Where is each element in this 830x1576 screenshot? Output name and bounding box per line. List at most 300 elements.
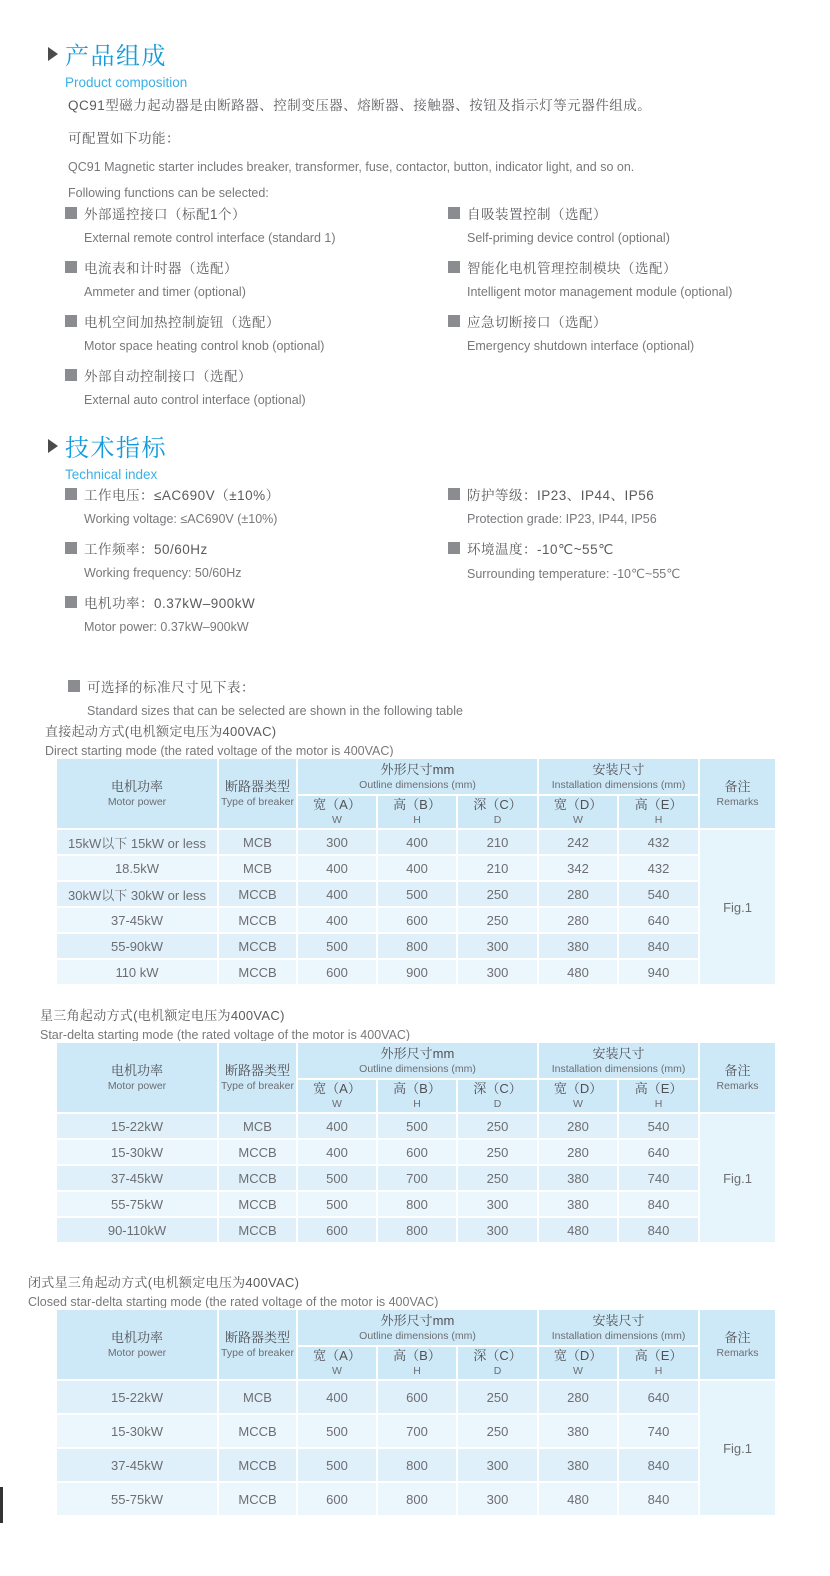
header-label-en: H	[413, 1098, 421, 1110]
note-en: Standard sizes that can be selected are shown in the following table	[87, 704, 463, 718]
col-sub-dimension	[618, 795, 699, 829]
header-label-en: D	[493, 1365, 502, 1377]
size-cell: 400	[297, 1113, 377, 1139]
col-sub-dimension	[618, 1346, 699, 1380]
size-cell: 380	[538, 1414, 618, 1448]
size-cell: 600	[297, 1217, 377, 1243]
header-label-en: Motor power	[107, 1346, 167, 1359]
col-remarks	[699, 1309, 776, 1380]
motor-power-cell: 55-90kW	[56, 933, 218, 959]
section-title-zh: 产品组成	[65, 43, 167, 70]
header-label-zh: 外形尺寸mm	[380, 1045, 455, 1061]
header-label-en: W	[573, 1365, 583, 1377]
triangle-bullet-icon	[48, 47, 58, 61]
header-label-en: W	[573, 814, 583, 826]
intro-zh-1: QC91型磁力起动器是由断路器、控制变压器、熔断器、接触器、按钮及指示灯等元器件组成。	[68, 98, 652, 113]
size-cell: 800	[377, 1448, 457, 1482]
table-row	[56, 1217, 776, 1243]
square-bullet-icon	[65, 542, 77, 554]
list-item	[65, 203, 425, 245]
size-cell: 400	[377, 855, 457, 881]
table-row	[56, 959, 776, 985]
size-cell: MCCB	[218, 1448, 297, 1482]
header-label-zh: 高（E）	[634, 1348, 683, 1364]
size-cell: 380	[538, 933, 618, 959]
size-cell: 400	[297, 881, 377, 907]
remark-cell: Fig.1	[699, 829, 776, 985]
col-sub-dimension	[377, 1346, 457, 1380]
size-cell: 800	[377, 933, 457, 959]
size-cell: 600	[297, 1482, 377, 1516]
size-cell: 540	[618, 881, 699, 907]
caption-en: Direct starting mode (the rated voltage of the motor is 400VAC)	[45, 744, 394, 758]
size-cell: 840	[618, 1448, 699, 1482]
list-item	[448, 484, 818, 526]
size-cell: 400	[377, 829, 457, 855]
header-label-en: Type of breaker	[221, 1079, 294, 1092]
size-cell: 250	[457, 1414, 538, 1448]
size-cell: 280	[538, 881, 618, 907]
size-cell: 800	[377, 1191, 457, 1217]
col-group-installation-dimensions	[538, 1042, 699, 1079]
square-bullet-icon	[65, 596, 77, 608]
size-cell: 280	[538, 1380, 618, 1414]
item-label-en: Intelligent motor management module (optional)	[467, 285, 733, 299]
size-cell: 540	[618, 1113, 699, 1139]
col-sub-dimension	[538, 795, 618, 829]
size-cell: MCB	[218, 1113, 297, 1139]
header-label-en: H	[654, 1365, 663, 1377]
size-cell: 640	[618, 907, 699, 933]
caption-zh: 星三角起动方式(电机额定电压为400VAC)	[40, 1008, 285, 1023]
size-cell: 242	[538, 829, 618, 855]
item-label-en: Motor space heating control knob (optional)	[84, 339, 325, 353]
header-label-en: Installation dimensions (mm)	[551, 1062, 686, 1075]
header-label-en: H	[413, 814, 421, 826]
size-cell: 500	[297, 1165, 377, 1191]
header-label-zh: 高（E）	[634, 797, 683, 813]
list-item	[65, 592, 425, 634]
size-table-2	[55, 1041, 777, 1244]
header-label-zh: 深（C）	[473, 1348, 522, 1364]
intro-paragraphs	[68, 94, 651, 212]
header-label-en: W	[332, 1098, 342, 1110]
col-breaker-type	[218, 1042, 297, 1113]
header-label-zh: 深（C）	[473, 1081, 522, 1097]
caption-zh: 闭式星三角起动方式(电机额定电压为400VAC)	[28, 1275, 300, 1290]
size-cell: 250	[457, 907, 538, 933]
caption-en: Closed star-delta starting mode (the rated voltage of the motor is 400VAC)	[28, 1295, 439, 1309]
list-item	[448, 538, 818, 581]
size-cell: 300	[457, 1191, 538, 1217]
col-remarks	[699, 1042, 776, 1113]
table-row	[56, 1191, 776, 1217]
size-cell: 400	[297, 907, 377, 933]
table-row	[56, 1113, 776, 1139]
size-cell: MCCB	[218, 1482, 297, 1516]
size-cell: 500	[377, 1113, 457, 1139]
intro-zh-2: 可配置如下功能：	[68, 131, 180, 146]
col-sub-dimension	[457, 1346, 538, 1380]
size-cell: 300	[457, 1482, 538, 1516]
table-row	[56, 1448, 776, 1482]
item-label-zh: 外部自动控制接口（选配）	[84, 369, 252, 384]
size-cell: 280	[538, 1139, 618, 1165]
table-2-star-delta	[55, 1041, 777, 1244]
intro-en-2: Following functions can be selected:	[68, 186, 269, 200]
header-label-en: W	[573, 1098, 583, 1110]
col-sub-dimension	[457, 1079, 538, 1113]
feature-list-left	[65, 203, 425, 419]
header-label-zh: 宽（D）	[553, 1081, 603, 1097]
section-technical-index	[48, 428, 167, 482]
remark-cell: Fig.1	[699, 1380, 776, 1516]
size-cell: 940	[618, 959, 699, 985]
header-label-en: W	[332, 814, 342, 826]
size-cell: 840	[618, 1191, 699, 1217]
col-group-outline-dimensions	[297, 1309, 538, 1346]
header-label-en: Type of breaker	[221, 1346, 294, 1359]
item-label-en: Ammeter and timer (optional)	[84, 285, 246, 299]
item-label-zh: 应急切断接口（选配）	[467, 315, 607, 330]
table-row	[56, 933, 776, 959]
header-label-en: Outline dimensions (mm)	[359, 1062, 476, 1075]
motor-power-cell: 110 kW	[56, 959, 218, 985]
square-bullet-icon	[65, 315, 77, 327]
col-breaker-type	[218, 758, 297, 829]
size-cell: 250	[457, 1139, 538, 1165]
col-sub-dimension	[377, 1079, 457, 1113]
motor-power-cell: 15-22kW	[56, 1113, 218, 1139]
size-cell: 400	[297, 1380, 377, 1414]
list-item	[448, 203, 808, 245]
size-cell: 600	[377, 1380, 457, 1414]
header-label-zh: 安装尺寸	[592, 761, 645, 777]
size-cell: 300	[457, 959, 538, 985]
col-sub-dimension	[457, 795, 538, 829]
table-row	[56, 855, 776, 881]
size-cell: 600	[377, 1139, 457, 1165]
col-motor-power	[56, 1042, 218, 1113]
size-cell: MCB	[218, 1380, 297, 1414]
section-title-en: Technical index	[65, 467, 158, 482]
size-cell: 380	[538, 1448, 618, 1482]
motor-power-cell: 18.5kW	[56, 855, 218, 881]
table-row	[56, 829, 776, 855]
size-cell: 280	[538, 907, 618, 933]
size-cell: 300	[457, 933, 538, 959]
motor-power-cell: 15-22kW	[56, 1380, 218, 1414]
motor-power-cell: 90-110kW	[56, 1217, 218, 1243]
item-label-zh: 自吸装置控制（选配）	[467, 207, 607, 222]
size-cell: 500	[297, 1191, 377, 1217]
header-label-en: D	[493, 1098, 502, 1110]
size-cell: MCCB	[218, 1414, 297, 1448]
header-label-en: W	[332, 1365, 342, 1377]
list-item	[65, 365, 425, 407]
list-item	[65, 311, 425, 353]
remark-cell: Fig.1	[699, 1113, 776, 1243]
size-cell: MCCB	[218, 907, 297, 933]
size-cell: 432	[618, 829, 699, 855]
header-label-zh: 高（B）	[393, 797, 441, 813]
section-title-en: Product composition	[65, 75, 188, 90]
header-label-en: Motor power	[107, 795, 167, 808]
item-label-en: Motor power: 0.37kW–900kW	[84, 620, 249, 634]
size-cell: 400	[297, 1139, 377, 1165]
size-cell: 840	[618, 933, 699, 959]
square-bullet-icon	[65, 369, 77, 381]
list-item	[65, 484, 425, 526]
col-sub-dimension	[538, 1079, 618, 1113]
section-title-zh: 技术指标	[65, 435, 167, 462]
size-cell: 300	[297, 829, 377, 855]
item-label-en: Protection grade: IP23, IP44, IP56	[467, 512, 657, 526]
header-label-zh: 断路器类型	[224, 1062, 290, 1078]
header-label-en: H	[654, 1098, 663, 1110]
motor-power-cell: 37-45kW	[56, 907, 218, 933]
size-cell: MCCB	[218, 881, 297, 907]
section-product-composition	[48, 36, 187, 90]
header-label-zh: 外形尺寸mm	[380, 1312, 455, 1328]
square-bullet-icon	[65, 488, 77, 500]
size-cell: 700	[377, 1165, 457, 1191]
header-label-zh: 深（C）	[473, 797, 522, 813]
square-bullet-icon	[448, 207, 460, 219]
header-label-en: Outline dimensions (mm)	[359, 778, 476, 791]
header-label-en: H	[413, 1365, 421, 1377]
size-cell: 640	[618, 1380, 699, 1414]
item-label-en: Self-priming device control (optional)	[467, 231, 670, 245]
table-row	[56, 1380, 776, 1414]
header-label-zh: 安装尺寸	[592, 1045, 645, 1061]
header-label-en: Type of breaker	[221, 795, 294, 808]
size-cell: 250	[457, 1113, 538, 1139]
feature-list-right	[448, 203, 808, 365]
size-cell: 600	[377, 907, 457, 933]
size-cell: MCCB	[218, 933, 297, 959]
item-label-en: Working voltage: ≤AC690V (±10%)	[84, 512, 278, 526]
size-cell: 210	[457, 855, 538, 881]
col-sub-dimension	[297, 795, 377, 829]
header-label-zh: 宽（A）	[313, 1348, 361, 1364]
size-cell: 300	[457, 1217, 538, 1243]
item-label-en: Working frequency: 50/60Hz	[84, 566, 242, 580]
table-2-caption	[40, 1005, 410, 1042]
col-sub-dimension	[618, 1079, 699, 1113]
table-row	[56, 1482, 776, 1516]
size-cell: 480	[538, 1482, 618, 1516]
col-sub-dimension	[538, 1346, 618, 1380]
size-cell: MCCB	[218, 1165, 297, 1191]
size-cell: 900	[377, 959, 457, 985]
item-label-en: Emergency shutdown interface (optional)	[467, 339, 695, 353]
size-cell: 342	[538, 855, 618, 881]
header-label-zh: 备注	[724, 778, 751, 794]
square-bullet-icon	[65, 261, 77, 273]
size-cell: 210	[457, 829, 538, 855]
size-cell: 400	[297, 855, 377, 881]
header-label-en: Remarks	[716, 1079, 759, 1092]
size-cell: MCB	[218, 829, 297, 855]
table-row	[56, 1414, 776, 1448]
header-label-en: Installation dimensions (mm)	[551, 778, 686, 791]
header-label-en: H	[654, 814, 663, 826]
header-label-en: Motor power	[107, 1079, 167, 1092]
list-item	[448, 311, 808, 353]
table-3-closed-star-delta	[55, 1308, 777, 1517]
header-label-zh: 备注	[724, 1062, 751, 1078]
size-cell: 640	[618, 1139, 699, 1165]
header-label-en: Installation dimensions (mm)	[551, 1329, 686, 1342]
motor-power-cell: 15-30kW	[56, 1414, 218, 1448]
size-cell: 380	[538, 1191, 618, 1217]
list-item	[65, 538, 425, 580]
col-group-installation-dimensions	[538, 758, 699, 795]
header-row-groups	[56, 1309, 776, 1346]
item-label-zh: 环境温度：-10℃~55℃	[467, 542, 614, 557]
list-item	[448, 257, 808, 299]
col-breaker-type	[218, 1309, 297, 1380]
col-sub-dimension	[297, 1079, 377, 1113]
header-label-zh: 断路器类型	[224, 778, 290, 794]
header-label-zh: 安装尺寸	[592, 1312, 645, 1328]
item-label-zh: 电机空间加热控制旋钮（选配）	[84, 315, 280, 330]
item-label-zh: 工作电压：≤AC690V（±10%）	[84, 488, 280, 503]
header-label-zh: 外形尺寸mm	[380, 761, 455, 777]
header-label-zh: 宽（A）	[313, 1081, 361, 1097]
size-cell: 840	[618, 1482, 699, 1516]
size-cell: MCB	[218, 855, 297, 881]
size-cell: 380	[538, 1165, 618, 1191]
square-bullet-icon	[448, 542, 460, 554]
table-3-caption	[28, 1272, 438, 1309]
intro-en-1: QC91 Magnetic starter includes breaker, transformer, fuse, contactor, button, indicator light, and so on.	[68, 160, 635, 174]
list-item	[65, 257, 425, 299]
item-label-zh: 电流表和计时器（选配）	[84, 261, 238, 276]
size-cell: 250	[457, 881, 538, 907]
item-label-zh: 防护等级：IP23、IP44、IP56	[467, 488, 655, 503]
size-cell: 250	[457, 1165, 538, 1191]
size-cell: MCCB	[218, 1191, 297, 1217]
item-label-zh: 工作频率：50/60Hz	[84, 542, 208, 557]
caption-en: Star-delta starting mode (the rated voltage of the motor is 400VAC)	[40, 1028, 411, 1042]
motor-power-cell: 37-45kW	[56, 1165, 218, 1191]
header-label-zh: 电机功率	[110, 1329, 163, 1345]
header-label-zh: 断路器类型	[224, 1329, 290, 1345]
table-row	[56, 1139, 776, 1165]
col-motor-power	[56, 1309, 218, 1380]
scan-edge-artifact	[0, 1487, 3, 1523]
item-label-zh: 电机功率：0.37kW–900kW	[84, 596, 256, 611]
col-group-outline-dimensions	[297, 758, 538, 795]
square-bullet-icon	[448, 315, 460, 327]
item-label-zh: 智能化电机管理控制模块（选配）	[467, 261, 677, 276]
item-label-en: Surrounding temperature: -10℃~55℃	[467, 567, 681, 581]
header-label-en: D	[493, 814, 502, 826]
header-label-en: Outline dimensions (mm)	[359, 1329, 476, 1342]
item-label-en: External remote control interface (standard 1)	[84, 231, 336, 245]
header-row-groups	[56, 758, 776, 795]
table-row	[56, 881, 776, 907]
tech-list-left	[65, 484, 425, 646]
size-cell: 280	[538, 1113, 618, 1139]
header-label-zh: 电机功率	[110, 778, 163, 794]
size-cell: 432	[618, 855, 699, 881]
motor-power-cell: 37-45kW	[56, 1448, 218, 1482]
square-bullet-icon	[65, 207, 77, 219]
motor-power-cell: 15-30kW	[56, 1139, 218, 1165]
size-cell: 250	[457, 1380, 538, 1414]
table-row	[56, 907, 776, 933]
header-label-zh: 宽（D）	[553, 1348, 603, 1364]
size-cell: 300	[457, 1448, 538, 1482]
col-group-installation-dimensions	[538, 1309, 699, 1346]
motor-power-cell: 30kW以下 30kW or less	[56, 881, 218, 907]
size-cell: 600	[297, 959, 377, 985]
size-cell: MCCB	[218, 1217, 297, 1243]
motor-power-cell: 55-75kW	[56, 1482, 218, 1516]
header-label-zh: 高（B）	[393, 1081, 441, 1097]
header-label-zh: 宽（A）	[313, 797, 361, 813]
square-bullet-icon	[448, 261, 460, 273]
table-1-caption	[45, 721, 394, 758]
item-label-en: External auto control interface (optional)	[84, 393, 306, 407]
size-cell: 740	[618, 1165, 699, 1191]
header-label-zh: 宽（D）	[553, 797, 603, 813]
table-row	[56, 1165, 776, 1191]
header-label-zh: 高（E）	[634, 1081, 683, 1097]
size-cell: 500	[297, 1448, 377, 1482]
header-label-zh: 备注	[724, 1329, 751, 1345]
caption-zh: 直接起动方式(电机额定电压为400VAC)	[45, 724, 277, 739]
size-cell: MCCB	[218, 959, 297, 985]
size-cell: 480	[538, 959, 618, 985]
item-label-zh: 外部遥控接口（标配1个）	[84, 207, 247, 222]
header-label-en: Remarks	[716, 1346, 759, 1359]
size-table-3	[55, 1308, 777, 1517]
size-cell: 500	[297, 933, 377, 959]
size-cell: 840	[618, 1217, 699, 1243]
table-1-direct-starting	[55, 757, 777, 986]
square-bullet-icon	[448, 488, 460, 500]
size-table-1	[55, 757, 777, 986]
triangle-bullet-icon	[48, 439, 58, 453]
col-group-outline-dimensions	[297, 1042, 538, 1079]
square-bullet-icon	[68, 680, 80, 692]
col-sub-dimension	[377, 795, 457, 829]
header-label-zh: 高（B）	[393, 1348, 441, 1364]
size-cell: 700	[377, 1414, 457, 1448]
col-sub-dimension	[297, 1346, 377, 1380]
size-cell: 480	[538, 1217, 618, 1243]
size-cell: 740	[618, 1414, 699, 1448]
tech-list-right	[448, 484, 818, 593]
motor-power-cell: 15kW以下 15kW or less	[56, 829, 218, 855]
col-remarks	[699, 758, 776, 829]
header-label-en: Remarks	[716, 795, 759, 808]
note-zh: 可选择的标准尺寸见下表：	[87, 680, 255, 695]
motor-power-cell: 55-75kW	[56, 1191, 218, 1217]
size-cell: 800	[377, 1482, 457, 1516]
header-label-zh: 电机功率	[110, 1062, 163, 1078]
size-cell: 500	[297, 1414, 377, 1448]
col-motor-power	[56, 758, 218, 829]
size-cell: 800	[377, 1217, 457, 1243]
header-row-groups	[56, 1042, 776, 1079]
size-cell: MCCB	[218, 1139, 297, 1165]
size-cell: 500	[377, 881, 457, 907]
